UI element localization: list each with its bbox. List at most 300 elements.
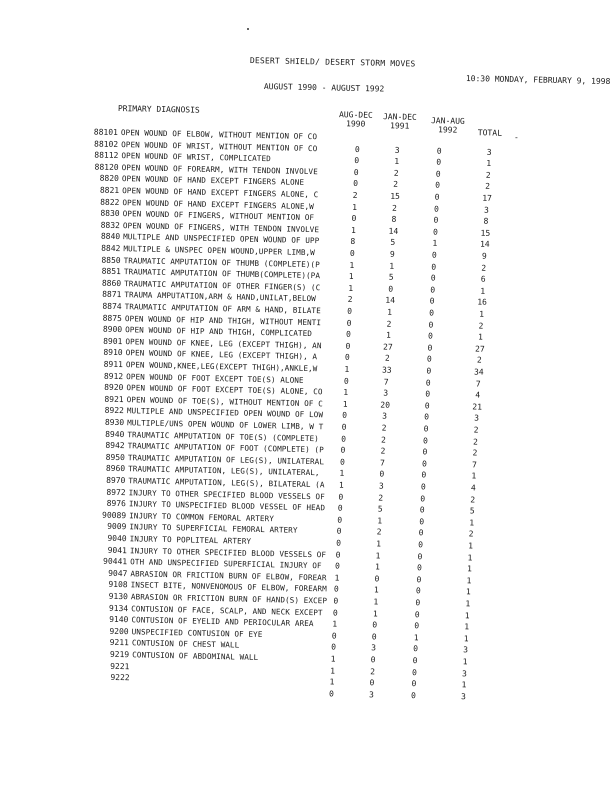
diagnosis-code: 8821 (99, 185, 120, 196)
count-cell: 0 (410, 690, 416, 701)
total-cell: 1 (461, 680, 467, 690)
count-cell: 0 (341, 422, 347, 432)
count-cell: 0 (426, 366, 432, 376)
count-cell: 0 (413, 644, 419, 654)
primary-diagnosis-header: PRIMARY DIAGNOSIS (117, 104, 200, 115)
count-cell: 0 (353, 167, 359, 177)
count-cell: 2 (381, 423, 387, 433)
count-cell: 1 (352, 202, 358, 212)
total-cell: 4 (475, 390, 481, 400)
count-cell: 0 (354, 156, 360, 166)
count-cell: 0 (369, 678, 375, 688)
diagnosis-code: 8912 (103, 371, 124, 381)
count-cell: 1 (385, 330, 391, 340)
count-cell: 0 (332, 608, 338, 618)
count-cell: 0 (430, 285, 436, 295)
total-cell: 2 (485, 170, 491, 180)
diagnosis-description: OPEN WOUND OF HAND EXCEPT FINGERS ALONE (121, 174, 305, 188)
count-cell: 0 (432, 227, 438, 237)
count-cell: 0 (370, 655, 376, 665)
count-cell: 0 (421, 470, 427, 480)
total-cell: 8 (483, 216, 489, 226)
count-cell: 1 (339, 469, 345, 479)
count-cell: 0 (336, 526, 342, 537)
col-header-line: 1992 (437, 125, 458, 135)
count-cell: 0 (420, 493, 426, 504)
total-cell: 17 (482, 193, 492, 203)
diagnosis-code: 9219 (109, 649, 130, 660)
count-cell: 0 (425, 378, 431, 388)
count-cell: 0 (333, 584, 339, 595)
count-cell: 3 (382, 411, 388, 422)
diagnosis-code: 8942 (105, 440, 125, 451)
diagnosis-description: INJURY TO OTHER SPECIFIED BLOOD VESSELS OF (129, 545, 327, 559)
count-cell: 2 (370, 666, 376, 676)
count-cell: 0 (415, 598, 421, 608)
total-cell: 1 (462, 657, 468, 667)
diagnosis-code: 9108 (108, 580, 128, 590)
count-cell: 15 (390, 191, 401, 201)
diagnosis-description: OPEN WOUND OF FOOT EXCEPT TOE(S) ALONE, CO (126, 383, 323, 397)
diagnosis-code: 8950 (105, 452, 125, 462)
col-header-jan-dec-1991 (378, 112, 422, 131)
count-cell: 0 (427, 343, 433, 353)
diagnosis-code: 9040 (107, 533, 127, 544)
count-cell: 0 (436, 146, 442, 156)
count-cell: 0 (336, 538, 342, 548)
report-datetime: 10:30 MONDAY, FEBRUARY 9, 1998 (465, 74, 611, 87)
count-cell: 1 (389, 261, 395, 271)
count-cell: 2 (378, 493, 384, 503)
count-cell: 1 (372, 608, 378, 619)
count-cell: 0 (431, 262, 437, 272)
count-cell: 1 (373, 597, 379, 607)
count-cell: 0 (422, 447, 428, 457)
total-cell: 3 (474, 413, 480, 423)
diagnosis-description: OPEN WOUND OF KNEE, LEG (EXCEPT THIGH), A (125, 348, 318, 362)
diagnosis-description: ABRASION OR FRICTION BURN OF ELBOW, FOREAR (130, 569, 327, 583)
diagnosis-code: 8930 (104, 417, 125, 428)
total-cell: 2 (473, 425, 479, 435)
total-cell: 1 (464, 622, 470, 632)
count-cell: 1 (334, 573, 340, 583)
count-cell: 0 (412, 656, 418, 666)
diagnosis-code: 8976 (106, 498, 126, 509)
diagnosis-code: 9009 (107, 522, 127, 532)
count-cell: 1 (330, 654, 336, 664)
diagnosis-code: 90089 (101, 510, 127, 520)
count-cell: 2 (380, 446, 386, 456)
diagnosis-description: UNSPECIFIED CONTUSION OF EYE (131, 627, 263, 639)
count-cell: 0 (345, 329, 351, 340)
total-cell: 27 (474, 344, 485, 354)
diagnosis-description: OPEN WOUND OF HIP AND THIGH, COMPLICATED (125, 325, 313, 339)
count-cell: 0 (418, 540, 424, 550)
count-cell: 2 (393, 180, 399, 190)
diagnosis-code: 8901 (103, 336, 123, 346)
diagnosis-code: 88102 (93, 139, 119, 149)
diagnosis-code: 8842 (101, 243, 121, 254)
total-cell: 9 (481, 251, 487, 261)
diagnosis-code: 8910 (103, 348, 123, 358)
count-cell: 0 (341, 434, 347, 444)
diagnosis-code: 8832 (100, 220, 120, 230)
count-cell: 0 (337, 503, 343, 513)
diagnosis-code: 8920 (104, 382, 124, 393)
total-cell: 34 (473, 367, 484, 377)
count-cell: 1 (376, 539, 382, 549)
count-cell: 0 (419, 505, 425, 515)
count-cell: 1 (349, 260, 355, 270)
total-cell: 2 (472, 448, 478, 458)
diagnosis-description: OPEN WOUND OF KNEE, LEG (EXCEPT THIGH), AN (125, 336, 322, 351)
total-cell: 2 (481, 263, 487, 273)
diagnosis-code: 8822 (100, 197, 120, 207)
report-title: DESERT SHIELD/ DESERT STORM MOVES (249, 56, 416, 69)
diagnosis-description: OPEN WOUND OF FOREARM, WITH TENDON INVOLVE (121, 162, 318, 176)
count-cell: 0 (411, 679, 417, 689)
diagnosis-code: 8860 (101, 278, 122, 288)
diagnosis-description: INJURY TO COMMON FEMORAL ARTERY (129, 511, 275, 524)
diagnosis-description: INJURY TO SUPERFICIAL FEMORAL ARTERY (129, 522, 298, 536)
diagnosis-code: 8820 (99, 174, 119, 184)
total-cell: 2 (468, 529, 474, 539)
count-cell: 7 (383, 377, 389, 387)
count-cell: 0 (419, 517, 425, 527)
count-cell: 0 (426, 354, 432, 364)
count-cell: 1 (348, 283, 354, 293)
diagnosis-description: OPEN WOUND OF WRIST, COMPLICATED (121, 151, 271, 164)
diagnosis-code: 88112 (94, 150, 119, 161)
count-cell: 1 (375, 550, 381, 561)
count-cell: 3 (394, 145, 400, 155)
count-cell: 1 (329, 677, 335, 687)
diagnosis-description: OPEN WOUND OF HIP AND THIGH, WITHOUT MENTI (124, 313, 322, 327)
diagnosis-code: 8922 (104, 406, 124, 416)
total-cell: 1 (469, 518, 475, 528)
count-cell: 5 (377, 504, 383, 514)
col-header-line: TOTAL (477, 128, 503, 138)
count-cell: 3 (383, 388, 389, 398)
count-cell: 7 (379, 458, 385, 468)
count-cell: 14 (388, 226, 399, 236)
count-cell: 0 (415, 586, 421, 596)
count-cell: 3 (371, 643, 377, 653)
diagnosis-code: 9134 (108, 603, 129, 613)
count-cell: 1 (387, 307, 393, 317)
count-cell: 0 (349, 248, 355, 258)
total-cell: 21 (472, 402, 483, 412)
count-cell: 8 (350, 237, 356, 247)
diagnosis-description: MULTIPLE & UNSPEC OPEN WOUND,UPPER LIMB,W (123, 244, 316, 258)
count-cell: 0 (431, 250, 437, 260)
diagnosis-description: OPEN WOUND OF ELBOW, WITHOUT MENTION OF CO (120, 128, 318, 142)
count-cell: 0 (335, 550, 341, 560)
count-cell: 0 (333, 596, 339, 606)
total-cell: 1 (467, 552, 473, 563)
diagnosis-description: MULTIPLE AND UNSPECIFIED OPEN WOUND OF LOW (126, 406, 324, 420)
count-cell: 5 (390, 238, 396, 248)
count-cell: 0 (421, 459, 427, 469)
total-cell: 5 (469, 506, 475, 516)
total-cell: 3 (462, 668, 468, 678)
diagnosis-description: INSECT BITE, NONVENOMOUS OF ELBOW, FOREARM (130, 580, 327, 594)
total-cell: 7 (471, 460, 477, 470)
count-cell: 0 (416, 563, 422, 573)
diagnosis-description: CONTUSION OF FACE, SCALP, AND NECK EXCEPT (131, 603, 323, 617)
total-cell: 1 (477, 332, 483, 342)
col-header-line: AUG-DEC (338, 110, 373, 120)
count-cell: 33 (381, 365, 392, 375)
count-cell: 2 (381, 435, 387, 445)
dash-mark: - (514, 133, 519, 142)
total-cell: 7 (475, 379, 481, 389)
total-cell: 3 (463, 645, 469, 655)
count-cell: 1 (338, 480, 344, 490)
count-cell: 0 (346, 318, 352, 328)
diagnosis-description: OPEN WOUND OF WRIST, WITHOUT MENTION OF CO (121, 139, 318, 153)
total-cell: 1 (465, 587, 471, 597)
diagnosis-code: 88120 (94, 162, 119, 172)
count-cell: 27 (383, 342, 393, 352)
diagnosis-code: 8972 (106, 487, 126, 497)
count-cell: 0 (374, 574, 380, 584)
count-cell: 0 (331, 642, 337, 652)
diagnosis-code: 90441 (102, 556, 128, 567)
diagnosis-code (96, 684, 130, 685)
diagnosis-description: TRAUMATIC AMPUTATION, LEG(S), UNILATERAL, (128, 464, 320, 478)
total-cell: 1 (466, 564, 472, 574)
total-cell: 2 (476, 355, 482, 366)
diagnosis-description: MULTIPLE AND UNSPECIFIED OPEN WOUND OF UPP (123, 232, 320, 246)
diagnosis-code: 9221 (110, 661, 130, 671)
count-cell: 0 (345, 341, 351, 351)
diagnosis-description: ABRASION OR FRICTION BURN OF HAND(S) EXCEP (130, 592, 328, 606)
count-cell: 2 (393, 168, 399, 178)
count-cell: 2 (347, 295, 353, 305)
count-cell: 1 (432, 238, 438, 249)
count-cell: 1 (344, 364, 350, 374)
count-cell: 0 (420, 482, 426, 492)
count-cell: 1 (343, 387, 349, 398)
count-cell: 0 (433, 215, 439, 225)
count-cell: 0 (338, 492, 344, 502)
diagnosis-code: 8850 (101, 255, 121, 265)
diagnosis-description: MULTIPLE/UNS OPEN WOUND OF LOWER LIMB, W T (127, 418, 324, 432)
count-cell: 3 (368, 690, 374, 700)
count-cell: 14 (385, 295, 396, 306)
count-cell: 0 (372, 620, 378, 630)
count-cell: 2 (386, 319, 392, 329)
diagnosis-description: INJURY TO UNSPECIFIED BLOOD VESSEL OF HEAD (128, 499, 326, 513)
count-cell: 0 (436, 157, 442, 167)
count-cell: 0 (344, 353, 350, 363)
count-cell: 0 (334, 561, 340, 571)
count-cell: 0 (424, 412, 430, 422)
count-cell: 0 (414, 621, 420, 631)
count-cell: 0 (416, 575, 422, 585)
diagnosis-code: 8940 (105, 429, 125, 439)
count-cell: 1 (373, 585, 379, 595)
count-cell: 0 (434, 192, 440, 202)
diagnosis-description: OPEN WOUND OF TOE(S), WITHOUT MENTION OF C (126, 394, 323, 409)
count-cell: 0 (429, 308, 435, 318)
total-cell: 2 (472, 437, 479, 447)
total-cell: 15 (480, 228, 491, 238)
count-cell: 0 (353, 179, 359, 189)
count-cell: 0 (388, 284, 394, 294)
count-cell: 0 (339, 457, 345, 467)
diagnosis-description: INJURY TO OTHER SPECIFIED BLOOD VESSELS OF (128, 487, 325, 501)
count-cell: 0 (412, 667, 418, 677)
diagnosis-code: 8851 (101, 266, 121, 277)
diagnosis-description: TRAUMATIC AMPUTATION OF FOOT (COMPLETE) (P (127, 441, 324, 455)
count-cell: 0 (430, 273, 436, 283)
count-cell: 0 (434, 204, 440, 214)
diagnosis-description: TRAUMATIC AMPUTATION OF LEG(S), UNILATERAL (127, 453, 325, 467)
count-cell: 0 (423, 435, 429, 446)
count-cell: 1 (394, 156, 400, 167)
diagnosis-description: INJURY TO POPLITEAL ARTERY (129, 534, 252, 546)
diagnosis-description: OPEN WOUND,KNEE,LEG(EXCEPT THIGH),ANKLE,W (125, 360, 318, 374)
diagnosis-description: CONTUSION OF EYELID AND PERIOCULAR AREA (131, 615, 314, 629)
count-cell: 3 (378, 481, 384, 491)
diagnosis-description: TRAUMATIC AMPUTATION OF TOE(S) (COMPLETE) (127, 429, 320, 443)
diagnosis-code: 9041 (107, 545, 127, 555)
total-cell: 1 (466, 576, 472, 586)
count-cell: 5 (388, 272, 394, 282)
count-cell: 0 (340, 445, 346, 455)
diagnosis-code: 8960 (105, 464, 126, 474)
count-cell: 20 (380, 400, 391, 410)
count-cell: 0 (371, 632, 377, 642)
count-cell: 0 (427, 331, 433, 341)
col-header-line: JAN-AUG (430, 116, 465, 126)
count-cell: 9 (389, 249, 395, 259)
count-cell: 0 (435, 181, 441, 191)
count-cell: 0 (424, 401, 430, 411)
count-cell: 8 (391, 214, 397, 225)
count-cell: 0 (342, 411, 348, 421)
total-cell: 1 (463, 634, 469, 644)
count-cell: 1 (332, 619, 338, 629)
count-cell: 0 (351, 214, 357, 224)
count-cell: 0 (328, 689, 334, 699)
diagnosis-description: CONTUSION OF CHEST WALL (131, 638, 240, 650)
count-cell: 2 (384, 353, 390, 364)
count-cell: 1 (413, 632, 419, 643)
diagnosis-description: OTH AND UNSPECIFIED SUPERFICIAL INJURY OF (130, 557, 322, 571)
count-cell: 0 (423, 424, 429, 434)
col-header-line: 1991 (389, 121, 410, 131)
count-cell: 0 (428, 320, 434, 330)
count-cell: 2 (352, 190, 358, 201)
diagnosis-code: 8840 (100, 232, 121, 242)
diagnosis-description: TRAUMA AMPUTATION,ARM & HAND,UNILAT,BELOW (124, 290, 317, 304)
count-cell: 0 (379, 469, 385, 479)
diagnosis-description: OPEN WOUND OF FINGERS, WITH TENDON INVOLVE (122, 220, 320, 235)
diagnosis-code: 9140 (109, 615, 129, 625)
count-cell: 1 (348, 272, 354, 282)
diagnosis-code: 9211 (109, 638, 129, 648)
diagnosis-code: 8874 (102, 301, 122, 312)
total-cell: 1 (465, 599, 471, 609)
diagnosis-description: OPEN WOUND OF HAND EXCEPT FINGERS ALONE,W (122, 197, 315, 211)
total-cell: 1 (464, 610, 470, 620)
count-cell: 1 (342, 399, 348, 409)
count-cell: 0 (418, 528, 424, 538)
total-cell: 2 (470, 494, 476, 505)
total-cell: 4 (470, 483, 476, 493)
diagnosis-description: OPEN WOUND OF FOOT EXCEPT TOE(S) ALONE (126, 371, 304, 385)
speck (247, 28, 249, 30)
count-cell: 0 (417, 551, 423, 561)
total-cell: 6 (480, 274, 486, 284)
count-cell: 0 (425, 389, 431, 399)
diagnosis-code: 8970 (106, 475, 126, 486)
total-cell: 1 (480, 286, 486, 296)
total-cell: 14 (479, 239, 490, 250)
total-cell: 3 (483, 205, 490, 215)
col-header-line: 1990 (345, 119, 366, 129)
count-cell: 0 (331, 631, 337, 641)
total-cell: 2 (478, 321, 484, 331)
diagnosis-description: TRAUMATIC AMPUTATION OF ARM & HAND, BILATE (124, 302, 321, 316)
total-cell: 16 (477, 297, 488, 308)
diagnosis-code: 8871 (102, 290, 122, 300)
diagnosis-code: 9047 (108, 568, 128, 578)
count-cell: 1 (377, 516, 383, 526)
diagnosis-description: TRAUMATIC AMPUTATION, LEG(S), BILATERAL (A (128, 476, 325, 490)
col-header-jan-aug-1992 (426, 116, 470, 135)
diagnosis-description: TRAUMATIC AMPUTATION OF OTHER FINGER(S) (C (124, 278, 321, 293)
diagnosis-description: OPEN WOUND OF HAND EXCEPT FINGERS ALONE, C (122, 186, 319, 200)
total-cell: 3 (460, 691, 466, 702)
report-period: AUGUST 1990 - AUGUST 1992 (263, 82, 385, 94)
total-cell: 1 (471, 471, 477, 481)
diagnosis-code: 9222 (110, 673, 130, 683)
total-cell: 2 (485, 182, 491, 192)
diagnosis-code: 8911 (103, 359, 123, 370)
diagnosis-code: 8921 (104, 394, 124, 404)
total-cell: 1 (479, 309, 485, 319)
count-cell: 1 (350, 225, 356, 235)
count-cell: 0 (429, 296, 435, 307)
count-cell: 2 (376, 527, 382, 537)
diagnosis-description: OPEN WOUND OF FINGERS, WITHOUT MENTION OF (122, 209, 315, 223)
diagnosis-code: 8830 (100, 208, 120, 219)
count-cell: 0 (354, 144, 360, 154)
count-cell: 2 (392, 203, 398, 213)
count-cell: 0 (343, 376, 349, 386)
total-cell: 1 (486, 158, 492, 169)
diagnosis-code: 88101 (93, 127, 118, 137)
diagnosis-description: CONTUSION OF ABDOMINAL WALL (132, 650, 259, 662)
count-cell: 0 (347, 306, 353, 316)
diagnosis-code: 9200 (109, 626, 129, 637)
diagnosis-description: TRAUMATIC AMPUTATION OF THUMB (COMPLETE)(P (123, 255, 320, 269)
total-cell: 1 (468, 541, 474, 551)
col-header-line: JAN-DEC (382, 112, 417, 122)
count-cell: 0 (414, 609, 420, 619)
diagnosis-code: 8900 (102, 324, 123, 335)
count-cell: 0 (435, 169, 441, 179)
count-cell: 1 (374, 562, 380, 572)
diagnosis-code: 8875 (102, 313, 122, 323)
diagnosis-description: TRAUMATIC AMPUTATION OF THUMB(COMPLETE)(PA (123, 267, 321, 281)
diagnosis-code: 9130 (108, 591, 128, 602)
col-header-aug-dec-1990 (334, 110, 378, 129)
